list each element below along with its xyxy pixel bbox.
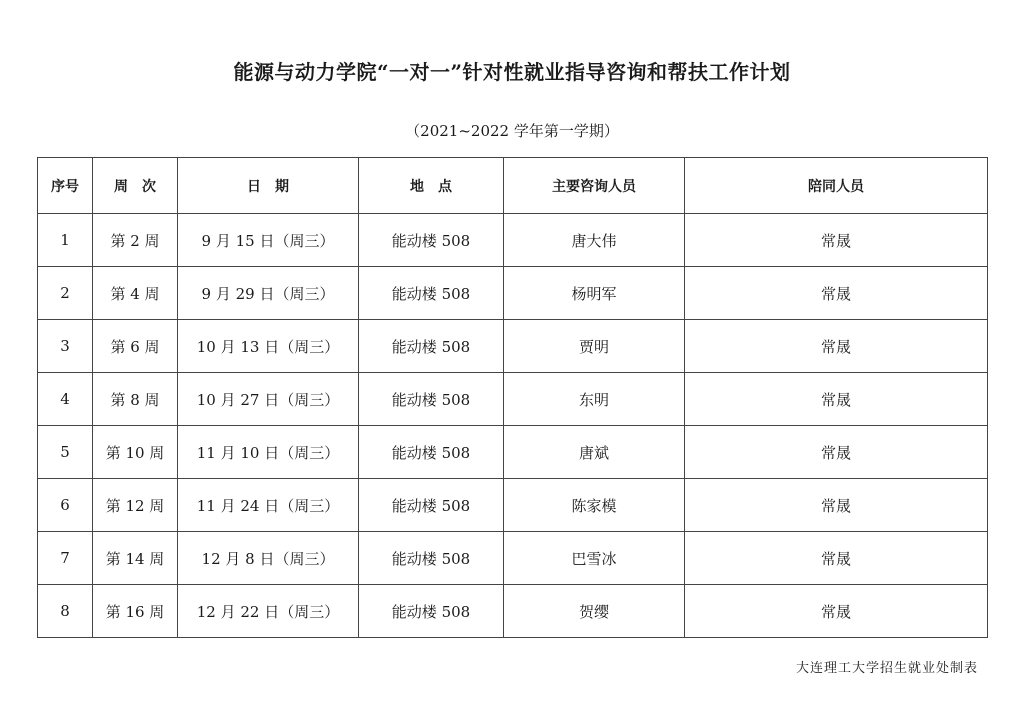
cell-week: 第 6 周 bbox=[93, 320, 178, 373]
cell-consultant: 贺缨 bbox=[504, 585, 685, 638]
cell-no: 1 bbox=[38, 214, 93, 267]
cell-week: 第 10 周 bbox=[93, 426, 178, 479]
table-row bbox=[38, 320, 988, 373]
table-row bbox=[38, 426, 988, 479]
cell-no: 8 bbox=[38, 585, 93, 638]
cell-companion: 常晟 bbox=[685, 479, 988, 532]
cell-date: 10 月 13 日（周三） bbox=[178, 320, 359, 373]
cell-consultant: 唐大伟 bbox=[504, 214, 685, 267]
schedule-table bbox=[37, 157, 988, 638]
cell-no: 3 bbox=[38, 320, 93, 373]
cell-consultant: 东明 bbox=[504, 373, 685, 426]
cell-no: 5 bbox=[38, 426, 93, 479]
cell-location: 能动楼 508 bbox=[359, 532, 504, 585]
table-row bbox=[38, 214, 988, 267]
cell-date: 11 月 10 日（周三） bbox=[178, 426, 359, 479]
header-week: 周 次 bbox=[93, 158, 178, 214]
cell-location: 能动楼 508 bbox=[359, 320, 504, 373]
cell-companion: 常晟 bbox=[685, 320, 988, 373]
cell-date: 10 月 27 日（周三） bbox=[178, 373, 359, 426]
cell-companion: 常晟 bbox=[685, 214, 988, 267]
cell-companion: 常晟 bbox=[685, 373, 988, 426]
cell-week: 第 16 周 bbox=[93, 585, 178, 638]
cell-week: 第 12 周 bbox=[93, 479, 178, 532]
cell-week: 第 14 周 bbox=[93, 532, 178, 585]
cell-no: 7 bbox=[38, 532, 93, 585]
cell-companion: 常晟 bbox=[685, 426, 988, 479]
cell-consultant: 陈家模 bbox=[504, 479, 685, 532]
cell-week: 第 4 周 bbox=[93, 267, 178, 320]
cell-location: 能动楼 508 bbox=[359, 373, 504, 426]
header-date: 日 期 bbox=[178, 158, 359, 214]
header-location: 地 点 bbox=[359, 158, 504, 214]
cell-consultant: 巴雪冰 bbox=[504, 532, 685, 585]
cell-location: 能动楼 508 bbox=[359, 214, 504, 267]
cell-date: 12 月 22 日（周三） bbox=[178, 585, 359, 638]
header-no: 序号 bbox=[38, 158, 93, 214]
cell-consultant: 杨明军 bbox=[504, 267, 685, 320]
cell-location: 能动楼 508 bbox=[359, 267, 504, 320]
cell-companion: 常晟 bbox=[685, 585, 988, 638]
header-consultant: 主要咨询人员 bbox=[504, 158, 685, 214]
cell-no: 6 bbox=[38, 479, 93, 532]
table-header-row bbox=[38, 158, 988, 214]
cell-location: 能动楼 508 bbox=[359, 585, 504, 638]
cell-week: 第 8 周 bbox=[93, 373, 178, 426]
document-title: 能源与动力学院“一对一”针对性就业指导咨询和帮扶工作计划 bbox=[233, 60, 791, 84]
table-row bbox=[38, 373, 988, 426]
cell-consultant: 唐斌 bbox=[504, 426, 685, 479]
cell-date: 12 月 8 日（周三） bbox=[178, 532, 359, 585]
cell-date: 11 月 24 日（周三） bbox=[178, 479, 359, 532]
cell-date: 9 月 29 日（周三） bbox=[178, 267, 359, 320]
cell-companion: 常晟 bbox=[685, 267, 988, 320]
cell-consultant: 贾明 bbox=[504, 320, 685, 373]
table-row bbox=[38, 479, 988, 532]
header-companion: 陪同人员 bbox=[685, 158, 988, 214]
table-row bbox=[38, 585, 988, 638]
document-footer: 大连理工大学招生就业处制表 bbox=[795, 661, 978, 676]
cell-date: 9 月 15 日（周三） bbox=[178, 214, 359, 267]
table-row bbox=[38, 532, 988, 585]
cell-location: 能动楼 508 bbox=[359, 426, 504, 479]
cell-location: 能动楼 508 bbox=[359, 479, 504, 532]
cell-no: 4 bbox=[38, 373, 93, 426]
document-subtitle: （2021~2022 学年第一学期） bbox=[405, 122, 619, 140]
cell-companion: 常晟 bbox=[685, 532, 988, 585]
cell-week: 第 2 周 bbox=[93, 214, 178, 267]
cell-no: 2 bbox=[38, 267, 93, 320]
table-row bbox=[38, 267, 988, 320]
